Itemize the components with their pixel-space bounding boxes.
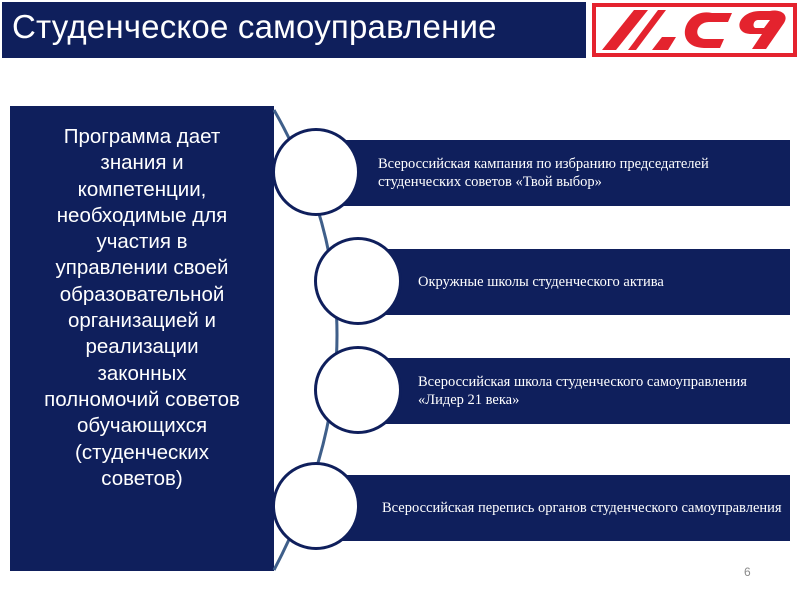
list-item-circle-icon	[314, 237, 402, 325]
list-item	[358, 249, 790, 315]
list-item-circle-icon	[272, 128, 360, 216]
list-item-circle-icon	[314, 346, 402, 434]
title-bar	[0, 0, 588, 60]
slide-title: Студенческое самоуправление	[12, 8, 497, 45]
list-item-label: Всероссийская перепись органов студенческого самоуправления	[382, 500, 782, 516]
list-item-label: Окружные школы студенческого актива	[418, 274, 664, 290]
list-item-label: Всероссийская кампания по избранию председателей студенческих советов «Твой выбор»	[378, 156, 709, 190]
ac9-logo-icon	[592, 3, 797, 57]
list-item	[358, 358, 790, 424]
program-description-text: Программа дает знания и компетенции, необходимые для участия в управлении своей образовательной организацией и реализации законных полномочий советов обучающихся (студенческих советов)	[44, 125, 240, 490]
list-item	[336, 475, 790, 541]
page-number: 6	[744, 565, 751, 579]
program-description-panel	[10, 106, 274, 571]
list-item	[336, 140, 790, 206]
list-item-circle-icon	[272, 462, 360, 550]
list-item-label: Всероссийская школа студенческого самоуправления «Лидер 21 века»	[418, 374, 747, 408]
